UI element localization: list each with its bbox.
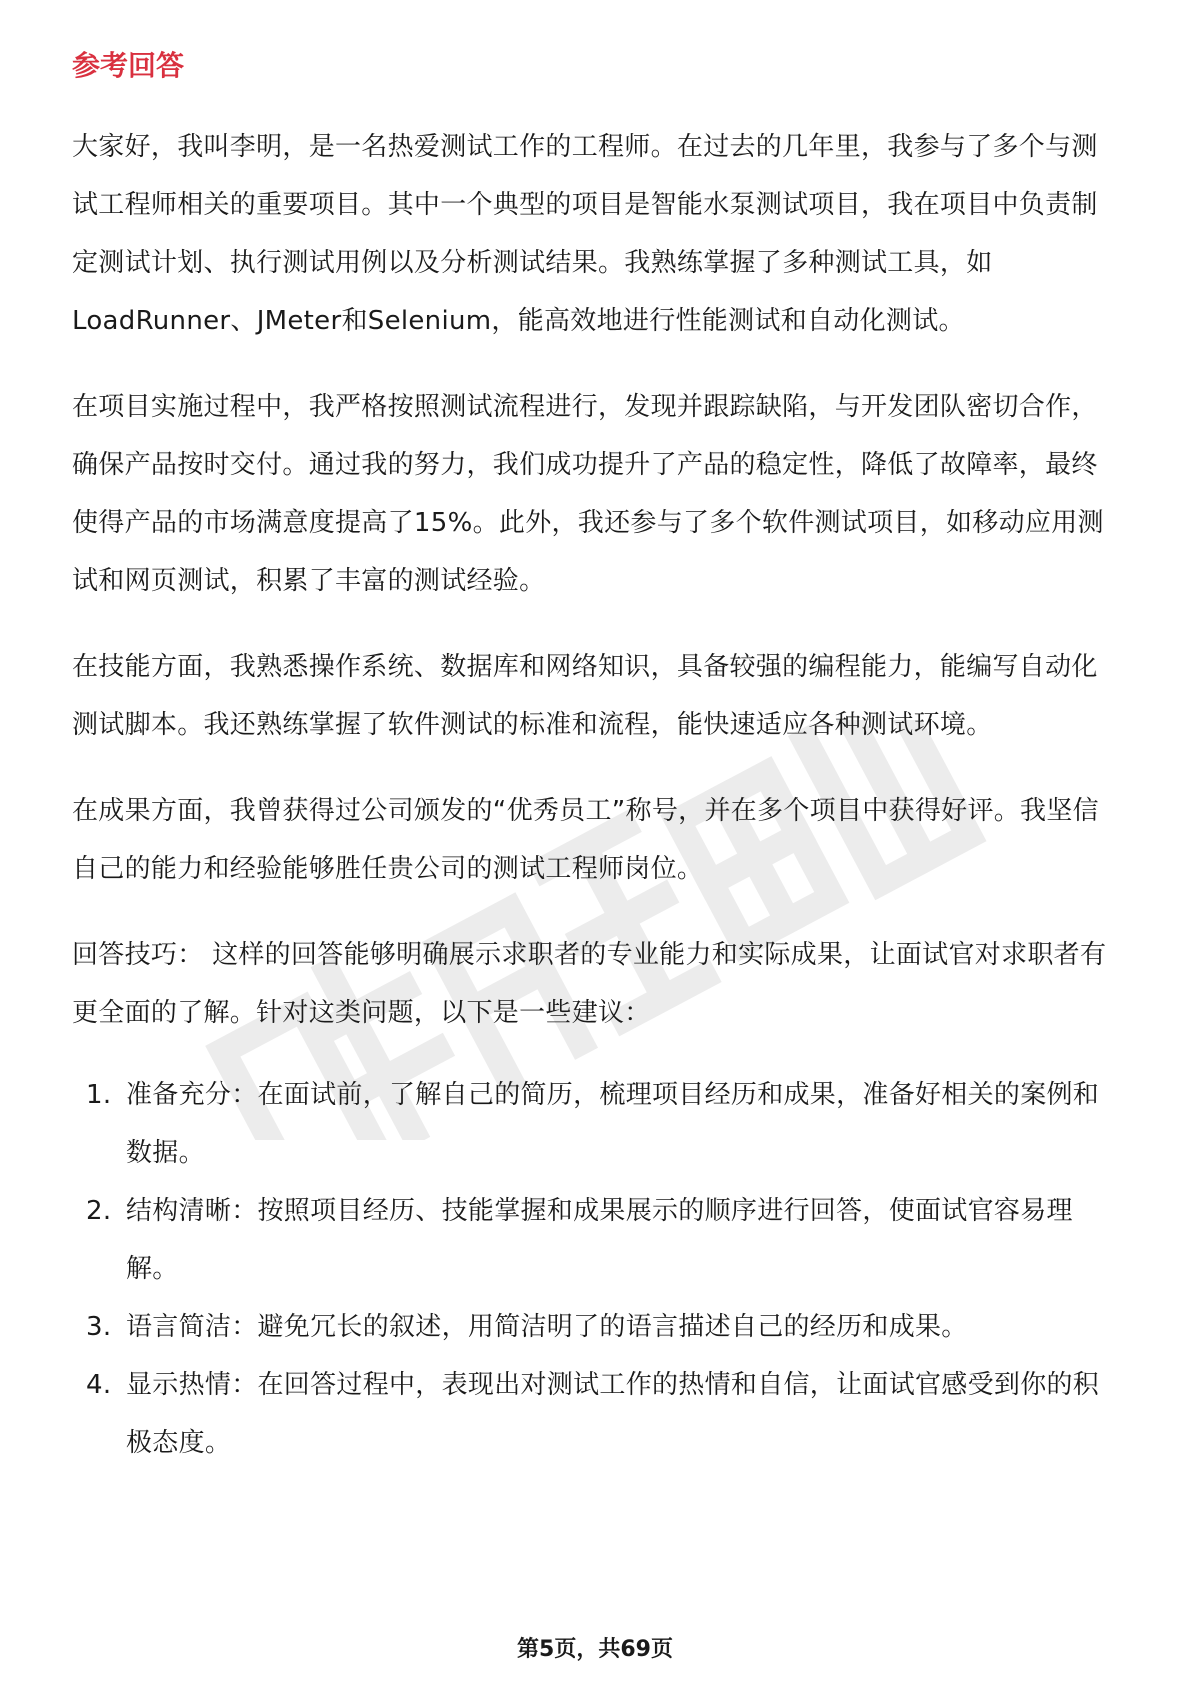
tips-list xyxy=(72,1066,1122,1472)
list-item-text: 语言简洁：避免冗长的叙述，用简洁明了的语言描述自己的经历和成果。 xyxy=(126,1312,968,1342)
list-item-text: 显示热情：在回答过程中，表现出对测试工作的热情和自信，让面试官感受到你的积极态度。 xyxy=(126,1370,1100,1458)
list-item-text: 准备充分：在面试前，了解自己的简历，梳理项目经历和成果，准备好相关的案例和数据。 xyxy=(126,1080,1100,1168)
answer-paragraph: 大家好，我叫李明，是一名热爱测试工作的工程师。在过去的几年里，我参与了多个与测试工程师相关的重要项目。其中一个典型的项目是智能水泵测试项目，我在项目中负责制定测试计划、执行测试用例以及分析测试结果。我熟练掌握了多种测试工具，如LoadRunner、JMeter和Selenium，能高效地进行性能测试和自动化测试。 xyxy=(72,132,1098,336)
list-item xyxy=(72,1182,1122,1298)
tips-intro: 回答技巧： 这样的回答能够明确展示求职者的专业能力和实际成果，让面试官对求职者有更全面的了解。针对这类问题，以下是一些建议： xyxy=(72,940,1107,1028)
list-item-number: 2. xyxy=(86,1196,112,1226)
list-item-number: 4. xyxy=(86,1370,112,1400)
answer-paragraph: 在技能方面，我熟悉操作系统、数据库和网络知识，具备较强的编程能力，能编写自动化测试脚本。我还熟练掌握了软件测试的标准和流程，能快速适应各种测试环境。 xyxy=(72,652,1098,740)
main-content xyxy=(72,46,1122,1472)
list-item-text: 结构清晰：按照项目经历、技能掌握和成果展示的顺序进行回答，使面试官容易理解。 xyxy=(126,1196,1073,1284)
list-item xyxy=(72,1298,1122,1356)
answer-paragraph: 在项目实施过程中，我严格按照测试流程进行，发现并跟踪缺陷，与开发团队密切合作，确保产品按时交付。通过我的努力，我们成功提升了产品的稳定性，降低了故障率，最终使得产品的市场满意度提高了15%。此外，我还参与了多个软件测试项目，如移动应用测试和网页测试，积累了丰富的测试经验。 xyxy=(72,392,1104,596)
list-item xyxy=(72,1356,1122,1472)
list-item-number: 1. xyxy=(86,1080,112,1110)
list-item xyxy=(72,1066,1122,1182)
section-heading: 参考回答 xyxy=(72,49,185,82)
page-number: 第5页，共69页 xyxy=(517,1637,673,1662)
answer-paragraph: 在成果方面，我曾获得过公司颁发的“优秀员工”称号，并在多个项目中获得好评。我坚信自己的能力和经验能够胜任贵公司的测试工程师岗位。 xyxy=(72,796,1099,884)
list-item-number: 3. xyxy=(86,1312,112,1342)
